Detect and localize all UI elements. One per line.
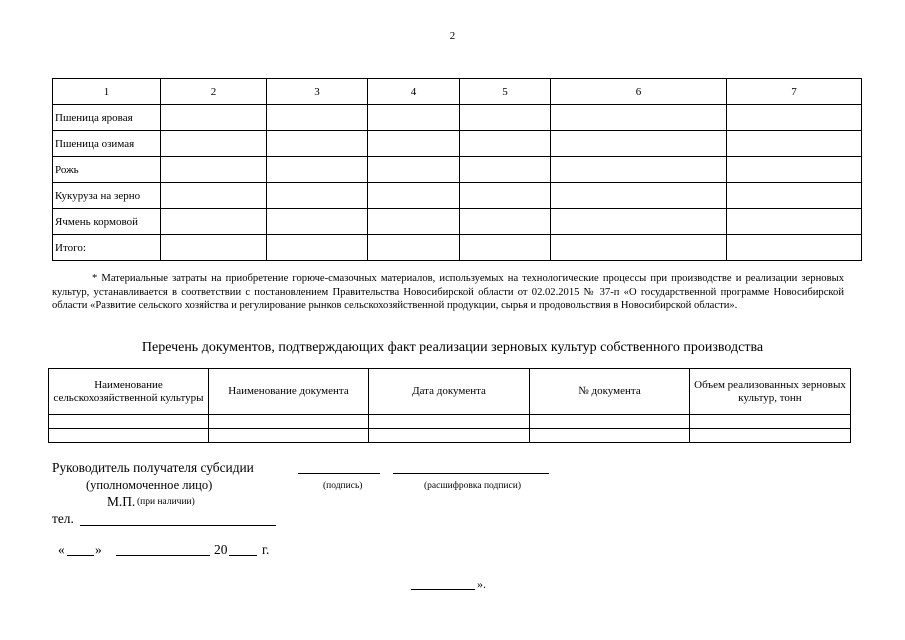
table-cell[interactable] [368,209,460,235]
table-cell[interactable] [460,105,551,131]
column-header: 5 [460,79,551,105]
seal-note: (при наличии) [137,497,195,507]
column-header: 1 [53,79,161,105]
phone-line[interactable] [80,525,276,526]
table-cell[interactable] [49,415,209,429]
column-header: 3 [267,79,368,105]
table-cell[interactable] [267,235,368,261]
table-cell[interactable] [727,235,862,261]
table-cell[interactable] [551,131,727,157]
head-label: Руководитель получателя субсидии [52,460,254,475]
table-cell[interactable] [727,183,862,209]
table-cell[interactable] [530,415,690,429]
year-suffix: г. [262,542,270,557]
table-cell[interactable] [267,157,368,183]
table-cell[interactable] [368,235,460,261]
table-cell[interactable] [267,105,368,131]
table-cell[interactable] [551,235,727,261]
crop-table [52,78,862,261]
table-cell[interactable] [369,429,530,443]
table-row [53,157,862,183]
signature-caption: (подпись) [323,481,363,491]
table-cell[interactable] [368,105,460,131]
table-cell[interactable] [209,429,369,443]
page-number: 2 [449,30,456,42]
column-header: 6 [551,79,727,105]
signature-line[interactable] [298,473,380,474]
table-header-row [49,369,851,415]
table-cell[interactable] [727,131,862,157]
table-cell[interactable] [551,157,727,183]
column-header: Наименование сельскохозяйственной культуры [49,369,209,415]
year-prefix: 20 [214,542,228,557]
table-cell[interactable] [727,157,862,183]
table-cell[interactable] [267,209,368,235]
decoding-line[interactable] [393,473,549,474]
table-cell[interactable] [551,183,727,209]
column-header: 2 [161,79,267,105]
table-cell[interactable] [551,209,727,235]
table-row [53,235,862,261]
decoding-caption: (расшифровка подписи) [424,481,521,491]
table-cell[interactable] [161,183,267,209]
document-list-title: Перечень документов, подтверждающих факт реализации зерновых культур собственного производства [141,340,764,355]
table-cell[interactable] [551,105,727,131]
documents-table [48,368,851,443]
table-row [49,429,851,443]
table-cell[interactable] [209,415,369,429]
phone-label: тел. [52,511,74,526]
year-line[interactable] [229,555,257,556]
day-line[interactable] [67,555,94,556]
table-row [53,209,862,235]
table-cell[interactable] [368,157,460,183]
month-line[interactable] [116,555,210,556]
date-open-quote: « [58,542,65,557]
seal-label: М.П. [107,494,136,509]
table-row [49,415,851,429]
table-row [53,105,862,131]
crop-name-cell: Ячмень кормовой [53,209,161,235]
table-cell[interactable] [690,415,851,429]
table-cell[interactable] [460,235,551,261]
table-cell[interactable] [49,429,209,443]
table-header-row [53,79,862,105]
table-cell[interactable] [267,183,368,209]
table-cell[interactable] [161,157,267,183]
table-cell[interactable] [369,415,530,429]
crop-name-cell: Кукуруза на зерно [53,183,161,209]
table-cell[interactable] [460,209,551,235]
table-cell[interactable] [161,105,267,131]
table-cell[interactable] [161,235,267,261]
table-cell[interactable] [368,131,460,157]
table-cell[interactable] [460,131,551,157]
table-row [53,183,862,209]
column-header: Дата документа [369,369,530,415]
column-header: № документа [530,369,690,415]
column-header: Наименование документа [209,369,369,415]
column-header: 4 [368,79,460,105]
table-cell[interactable] [530,429,690,443]
crop-name-cell: Пшеница яровая [53,105,161,131]
table-row [53,131,862,157]
column-header: Объем реализованных зерновых культур, тонн [690,369,851,415]
table-cell[interactable] [267,131,368,157]
table-cell[interactable] [460,183,551,209]
table-cell[interactable] [460,157,551,183]
end-mark: ». [477,577,486,591]
table-cell[interactable] [727,105,862,131]
date-close-quote: » [95,542,102,557]
table-cell[interactable] [727,209,862,235]
table-cell[interactable] [161,209,267,235]
footnote: * Материальные затраты на приобретение горюче-смазочных материалов, используемых на технологические процессы при производстве и реализации зерновых культур, устанавливается в соответствии с постановлением Правительства Новосибирской области от 02.02.2015 № 37-п «О государственной программе Новосибирской области «Развитие сельского хозяйства и регулирование рынков сельскохозяйственной продукции, сырья и продовольствия в Новосибирской области». [52,273,844,311]
column-header: 7 [727,79,862,105]
crop-name-cell: Пшеница озимая [53,131,161,157]
crop-name-cell: Рожь [53,157,161,183]
end-line [411,589,475,590]
total-label-cell: Итого: [53,235,161,261]
table-cell[interactable] [690,429,851,443]
table-cell[interactable] [368,183,460,209]
authorized-label: (уполномоченное лицо) [86,478,213,492]
table-cell[interactable] [161,131,267,157]
